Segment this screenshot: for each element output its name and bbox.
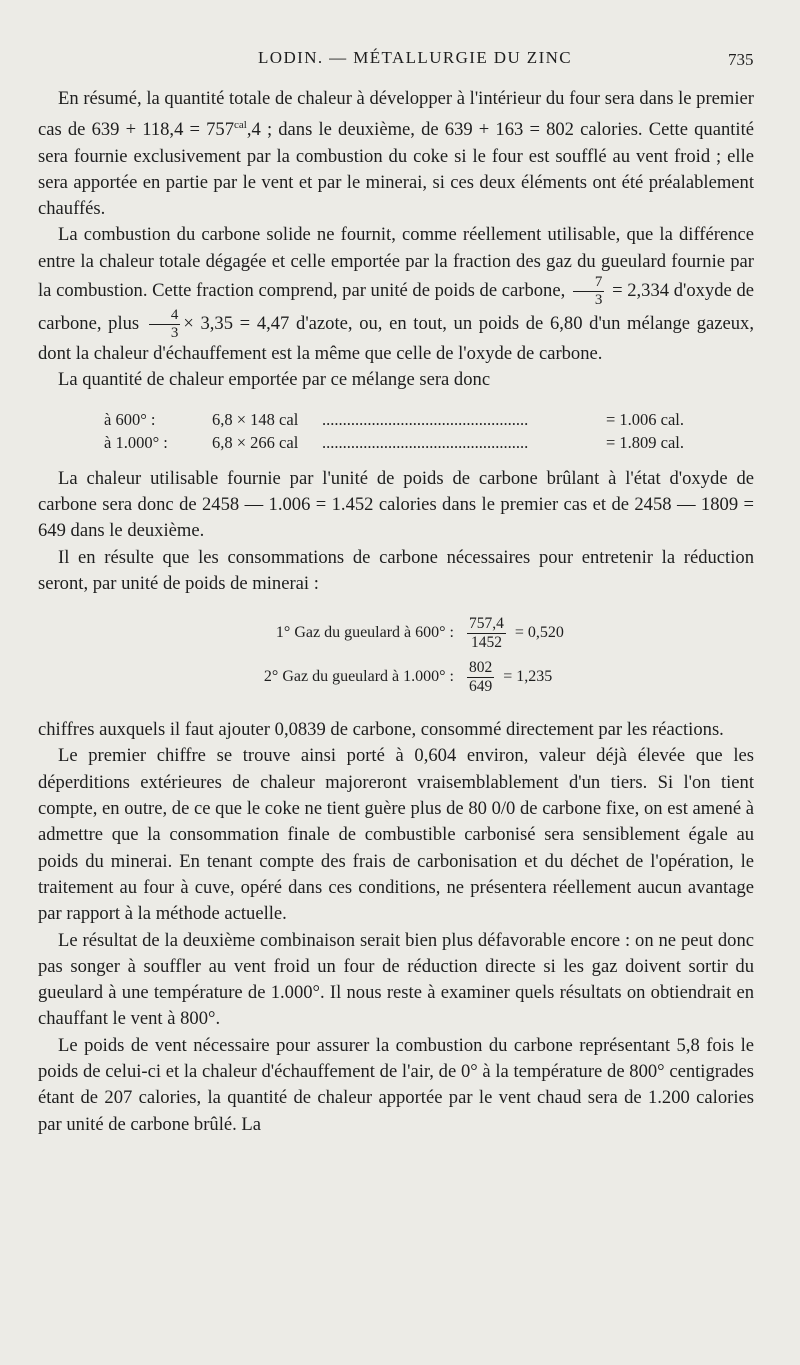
fraction-numerator: 802	[469, 659, 493, 677]
page-header	[0, 46, 800, 74]
consumption-row	[38, 655, 754, 699]
paragraph-usable-heat: La chaleur utilisable fournie par l'unité de poids de carbone brûlant à l'état d'oxyde de carbone sera donc de 2458 — 1.006 = 1.452 calories dans le premier cas et de 2458 — 1809 = 649 dans le deuxième.	[38, 467, 754, 542]
fraction-seven-thirds	[573, 275, 605, 308]
consumption-result: = 0,520	[514, 624, 564, 641]
calc-result: = 1.006 cal.	[605, 409, 684, 429]
fraction-four-thirds	[149, 308, 181, 341]
paragraph-second-combination: Le résultat de la deuxième combinaison serait bien plus défavorable encore : on ne peut donc pas songer à souffler au vent froid un four de réduction directe si les gaz doivent sortir du gueulard à une température de 1.000°. Il nous reste à examiner quels résultats on obtiendrait en chauffant le vent à 800°.	[38, 929, 754, 1030]
consumption-label: 2° Gaz du gueulard à 1.000° :	[263, 668, 454, 685]
paragraph-heat-intro: La quantité de chaleur emportée par ce mélange sera donc	[58, 369, 491, 391]
calc-result: = 1.809 cal.	[605, 432, 684, 452]
paragraph-additional-carbon: chiffres auxquels il faut ajouter 0,0839 de carbone, consommé directement par les réactions.	[38, 719, 724, 741]
fraction-numerator: 7	[573, 275, 605, 292]
page-number: 735	[728, 50, 754, 69]
fraction-denominator: 649	[469, 677, 493, 695]
paragraph-text: = 2,334 d'oxyde de carbone, plus	[38, 279, 754, 334]
calc-expression: 6,8 × 266 cal	[212, 432, 299, 452]
paragraph-text: En résumé, la quantité totale de chaleur à développer à l'intérieur du four sera dans le premier cas de 639 + 118,4 = 757	[38, 88, 754, 141]
consumption-fraction	[467, 616, 506, 650]
consumption-row	[38, 611, 754, 655]
fraction-numerator: 4	[149, 308, 181, 325]
paragraph-combustion	[38, 222, 754, 367]
calc-temperature: à 1.000° :	[104, 432, 168, 452]
calc-temperature: à 600° :	[104, 409, 156, 429]
dot-leader: ..................................................	[322, 409, 529, 429]
calc-row	[104, 431, 684, 454]
consumption-result: = 1,235	[503, 668, 553, 685]
fraction-numerator: 757,4	[469, 615, 504, 633]
calc-row	[104, 408, 684, 431]
heat-calculation-table	[104, 408, 684, 454]
superscript-unit: cal	[234, 119, 247, 132]
paragraph-summary	[38, 86, 754, 222]
consumption-label: 1° Gaz du gueulard à 600° :	[275, 624, 454, 641]
fraction-denominator: 3	[170, 325, 179, 342]
fraction-denominator: 3	[594, 292, 603, 309]
paragraph-hot-blast: Le poids de vent nécessaire pour assurer la combustion du carbone représentant 5,8 fois le poids de celui-ci et la chaleur d'échauffement de l'air, de 0° à la température de 800° centigrades étant de 207 calories, la quantité de chaleur apportée par le vent chaud sera de 1.200 calories par unité de carbone brûlé. La	[38, 1034, 754, 1135]
consumption-fraction	[467, 660, 494, 694]
dot-leader: ..................................................	[322, 432, 529, 452]
paragraph-text: ,4 ; dans le deuxième, de 639 + 163 = 802 calories. Cette quantité sera fournie exclusivement par la combustion du coke si le four est soufflé au vent froid ; elle sera apportée en partie par le vent et par le minerai, si ces deux éléments ont été préalablement chauffés.	[38, 119, 754, 220]
paragraph-text: La combustion du carbone solide ne fournit, comme réellement utilisable, que la différence entre la chaleur totale dégagée et celle emportée par la fraction des gaz du gueulard fournie par la combustion. Cette fraction comprend, par unité de poids de carbone,	[38, 224, 754, 301]
calc-expression: 6,8 × 148 cal	[212, 409, 299, 429]
page-body	[38, 86, 754, 1138]
running-head: LODIN. — MÉTALLURGIE DU ZINC	[258, 48, 573, 67]
paragraph-consumption-intro: Il en résulte que les consommations de carbone nécessaires pour entretenir la réduction seront, par unité de poids de minerai :	[38, 546, 754, 594]
consumption-fractions	[38, 611, 754, 699]
paragraph-first-figure: Le premier chiffre se trouve ainsi porté à 0,604 environ, valeur déjà élevée que les déperditions extérieures de chaleur majoreront vraisemblablement d'un tiers. Si l'on tient compte, en outre, de ce que le coke ne tient guère plus de 80 0/0 de carbone fixe, on est amené à admettre que la consommation finale de combustible carbonisé sera sensiblement égale au poids du minerai. En tenant compte des frais de carbonisation et du déchet de l'opération, le traitement au four à cuve, opéré dans ces conditions, ne présentera réellement aucun avantage par rapport à la méthode actuelle.	[38, 745, 754, 925]
paragraph-text: × 3,35 = 4,47 d'azote, ou, en tout, un poids de 6,80 d'un mélange gazeux, dont la chaleur d'échauffement est la même que celle de l'oxyde de carbone.	[38, 312, 754, 365]
fraction-denominator: 1452	[470, 633, 502, 651]
